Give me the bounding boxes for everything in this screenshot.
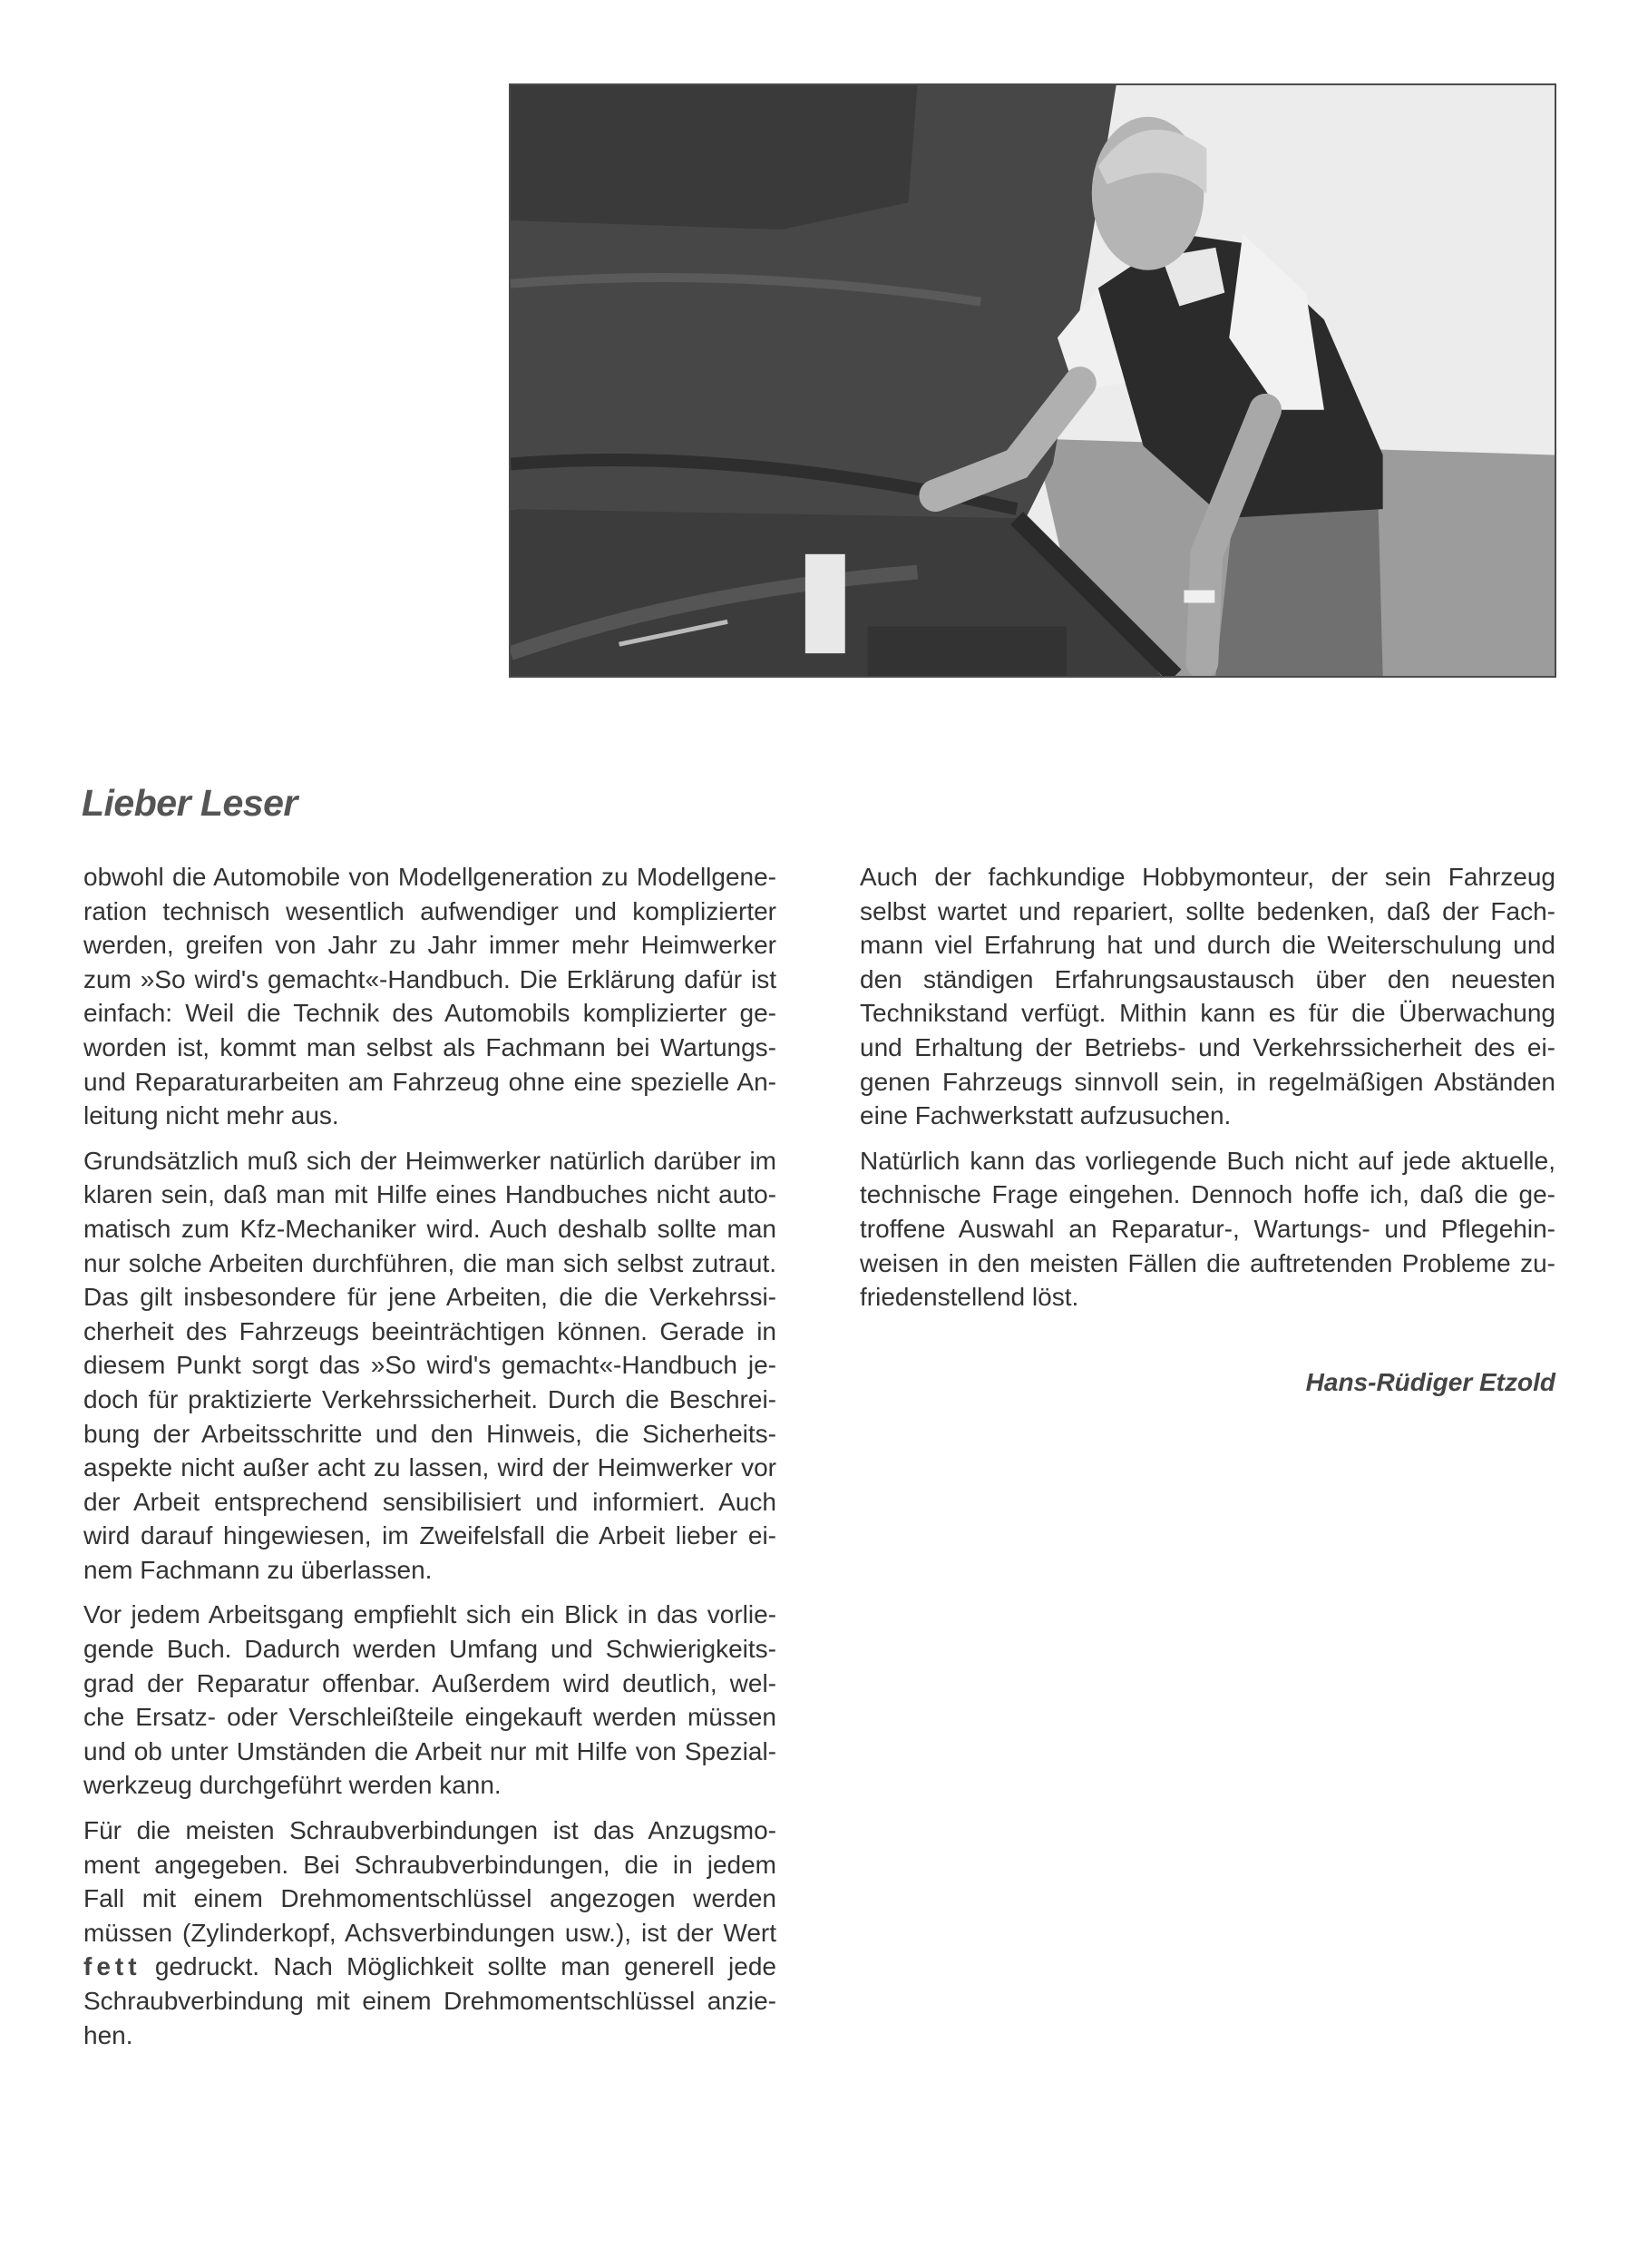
emphasis-bold-word: fett: [83, 1952, 141, 1981]
paragraph: [83, 1813, 776, 2052]
text-line: Vor jedem Arbeitsgang empfiehlt sich ein Blick in das vorlie-: [83, 1600, 776, 1629]
text-line: hen.: [83, 2020, 133, 2049]
right-column: [860, 860, 1555, 1325]
text-line: mann viel Erfahrung hat und durch die Weiterschulung und: [860, 931, 1555, 960]
text-line: friedenstellend löst.: [860, 1283, 1079, 1312]
text-line: selbst wartet und repariert, sollte bedenken, daß der Fach-: [860, 896, 1555, 925]
text-line: bung der Arbeitsschritte und den Hinweis, die Sicherheits-: [83, 1419, 776, 1448]
text-line: grad der Reparatur offenbar. Außerdem wird deutlich, wel-: [83, 1668, 776, 1697]
text-line: Grundsätzlich muß sich der Heimwerker natürlich darüber im: [83, 1146, 776, 1175]
text-line: einfach: Weil die Technik des Automobils komplizierter ge-: [83, 999, 776, 1028]
text-line: Schraubverbindung mit einem Drehmomentschlüssel anzie-: [83, 1987, 776, 2015]
text-line: müssen (Zylinderkopf, Achsverbindungen usw.), ist der Wert: [83, 1918, 776, 1947]
page-title: Lieber Leser: [82, 782, 297, 824]
paragraph: [83, 1144, 776, 1588]
text-line: Für die meisten Schraubverbindungen ist das Anzugsmo-: [83, 1816, 776, 1845]
text-line: ment angegeben. Bei Schraubverbindungen, die in jedem: [83, 1850, 776, 1879]
text-line: Fall mit einem Drehmomentschlüssel angezogen werden: [83, 1884, 776, 1913]
text-line: wird darauf hingewiesen, im Zweifelsfall die Arbeit lieber ei-: [83, 1521, 776, 1550]
text-line: zum »So wird's gemacht«-Handbuch. Die Erklärung dafür ist: [83, 964, 776, 993]
text-line: doch für praktizierte Verkehrssicherheit. Durch die Beschrei-: [83, 1384, 776, 1413]
paragraph: [83, 1598, 776, 1803]
paragraph: [83, 860, 776, 1133]
text-line: aspekte nicht außer acht zu lassen, wird der Heimwerker vor: [83, 1453, 776, 1482]
text-line: Technikstand verfügt. Mithin kann es für die Überwachung: [860, 999, 1555, 1028]
paragraph: [860, 1144, 1555, 1315]
text-line: und Reparaturarbeiten am Fahrzeug ohne eine spezielle An-: [83, 1067, 776, 1096]
text-line: weisen in den meisten Fällen die auftretenden Probleme zu-: [860, 1248, 1555, 1277]
left-column: [83, 860, 776, 2063]
text-line: cherheit des Fahrzeugs beeinträchtigen können. Gerade in: [83, 1316, 776, 1345]
text-line: gende Buch. Dadurch werden Umfang und Schwierigkeits-: [83, 1635, 776, 1664]
text-line: nem Fachmann zu überlassen.: [83, 1555, 433, 1584]
text-line: technische Frage eingehen. Dennoch hoffe ich, daß die ge-: [860, 1180, 1555, 1209]
text-line: und Erhaltung der Betriebs- und Verkehrssicherheit des ei-: [860, 1032, 1555, 1061]
text-line: den ständigen Erfahrungsaustausch über den neuesten: [860, 964, 1555, 993]
text-line: der Arbeit entsprechend sensibilisiert und informiert. Auch: [83, 1487, 776, 1516]
text-line: che Ersatz- oder Verschleißteile eingekauft werden müssen: [83, 1703, 776, 1732]
engine-bay-photo-illustration: [511, 85, 1555, 676]
text-line: eine Fachwerkstatt aufzusuchen.: [860, 1101, 1232, 1130]
text-line: worden ist, kommt man selbst als Fachmann bei Wartungs-: [83, 1032, 776, 1061]
text-line: diesem Punkt sorgt das »So wird's gemacht«-Handbuch je-: [83, 1351, 776, 1380]
text-line: leitung nicht mehr aus.: [83, 1101, 339, 1130]
photo-man-at-engine: [509, 83, 1556, 678]
text-line: nur solche Arbeiten durchführen, die man sich selbst zutraut.: [83, 1248, 776, 1277]
author-signature: Hans-Rüdiger Etzold: [1305, 1368, 1555, 1396]
text-line: genen Fahrzeugs sinnvoll sein, in regelmäßigen Abständen: [860, 1067, 1555, 1096]
text-line: matisch zum Kfz-Mechaniker wird. Auch deshalb sollte man: [83, 1214, 776, 1243]
text-line: werden, greifen von Jahr zu Jahr immer mehr Heimwerker: [83, 931, 776, 960]
text-line: Natürlich kann das vorliegende Buch nicht auf jede aktuelle,: [860, 1146, 1555, 1175]
text-line: troffene Auswahl an Reparatur-, Wartungs- und Pflegehin-: [860, 1214, 1555, 1243]
text-line: ration technisch wesentlich aufwendiger und komplizierter: [83, 896, 776, 925]
text-line: Auch der fachkundige Hobbymonteur, der sein Fahrzeug: [860, 863, 1555, 891]
text-line: Das gilt insbesondere für jene Arbeiten, die die Verkehrssi-: [83, 1283, 776, 1312]
text-line: fett gedruckt. Nach Möglichkeit sollte man generell jede: [83, 1952, 776, 1981]
text-line: obwohl die Automobile von Modellgeneration zu Modellgene-: [83, 863, 776, 891]
text-line: klaren sein, daß man mit Hilfe eines Handbuches nicht auto-: [83, 1180, 776, 1209]
text-line: werkzeug durchgeführt werden kann.: [83, 1771, 502, 1800]
text-line: und ob unter Umständen die Arbeit nur mit Hilfe von Spezial-: [83, 1736, 776, 1765]
paragraph: [860, 860, 1555, 1133]
